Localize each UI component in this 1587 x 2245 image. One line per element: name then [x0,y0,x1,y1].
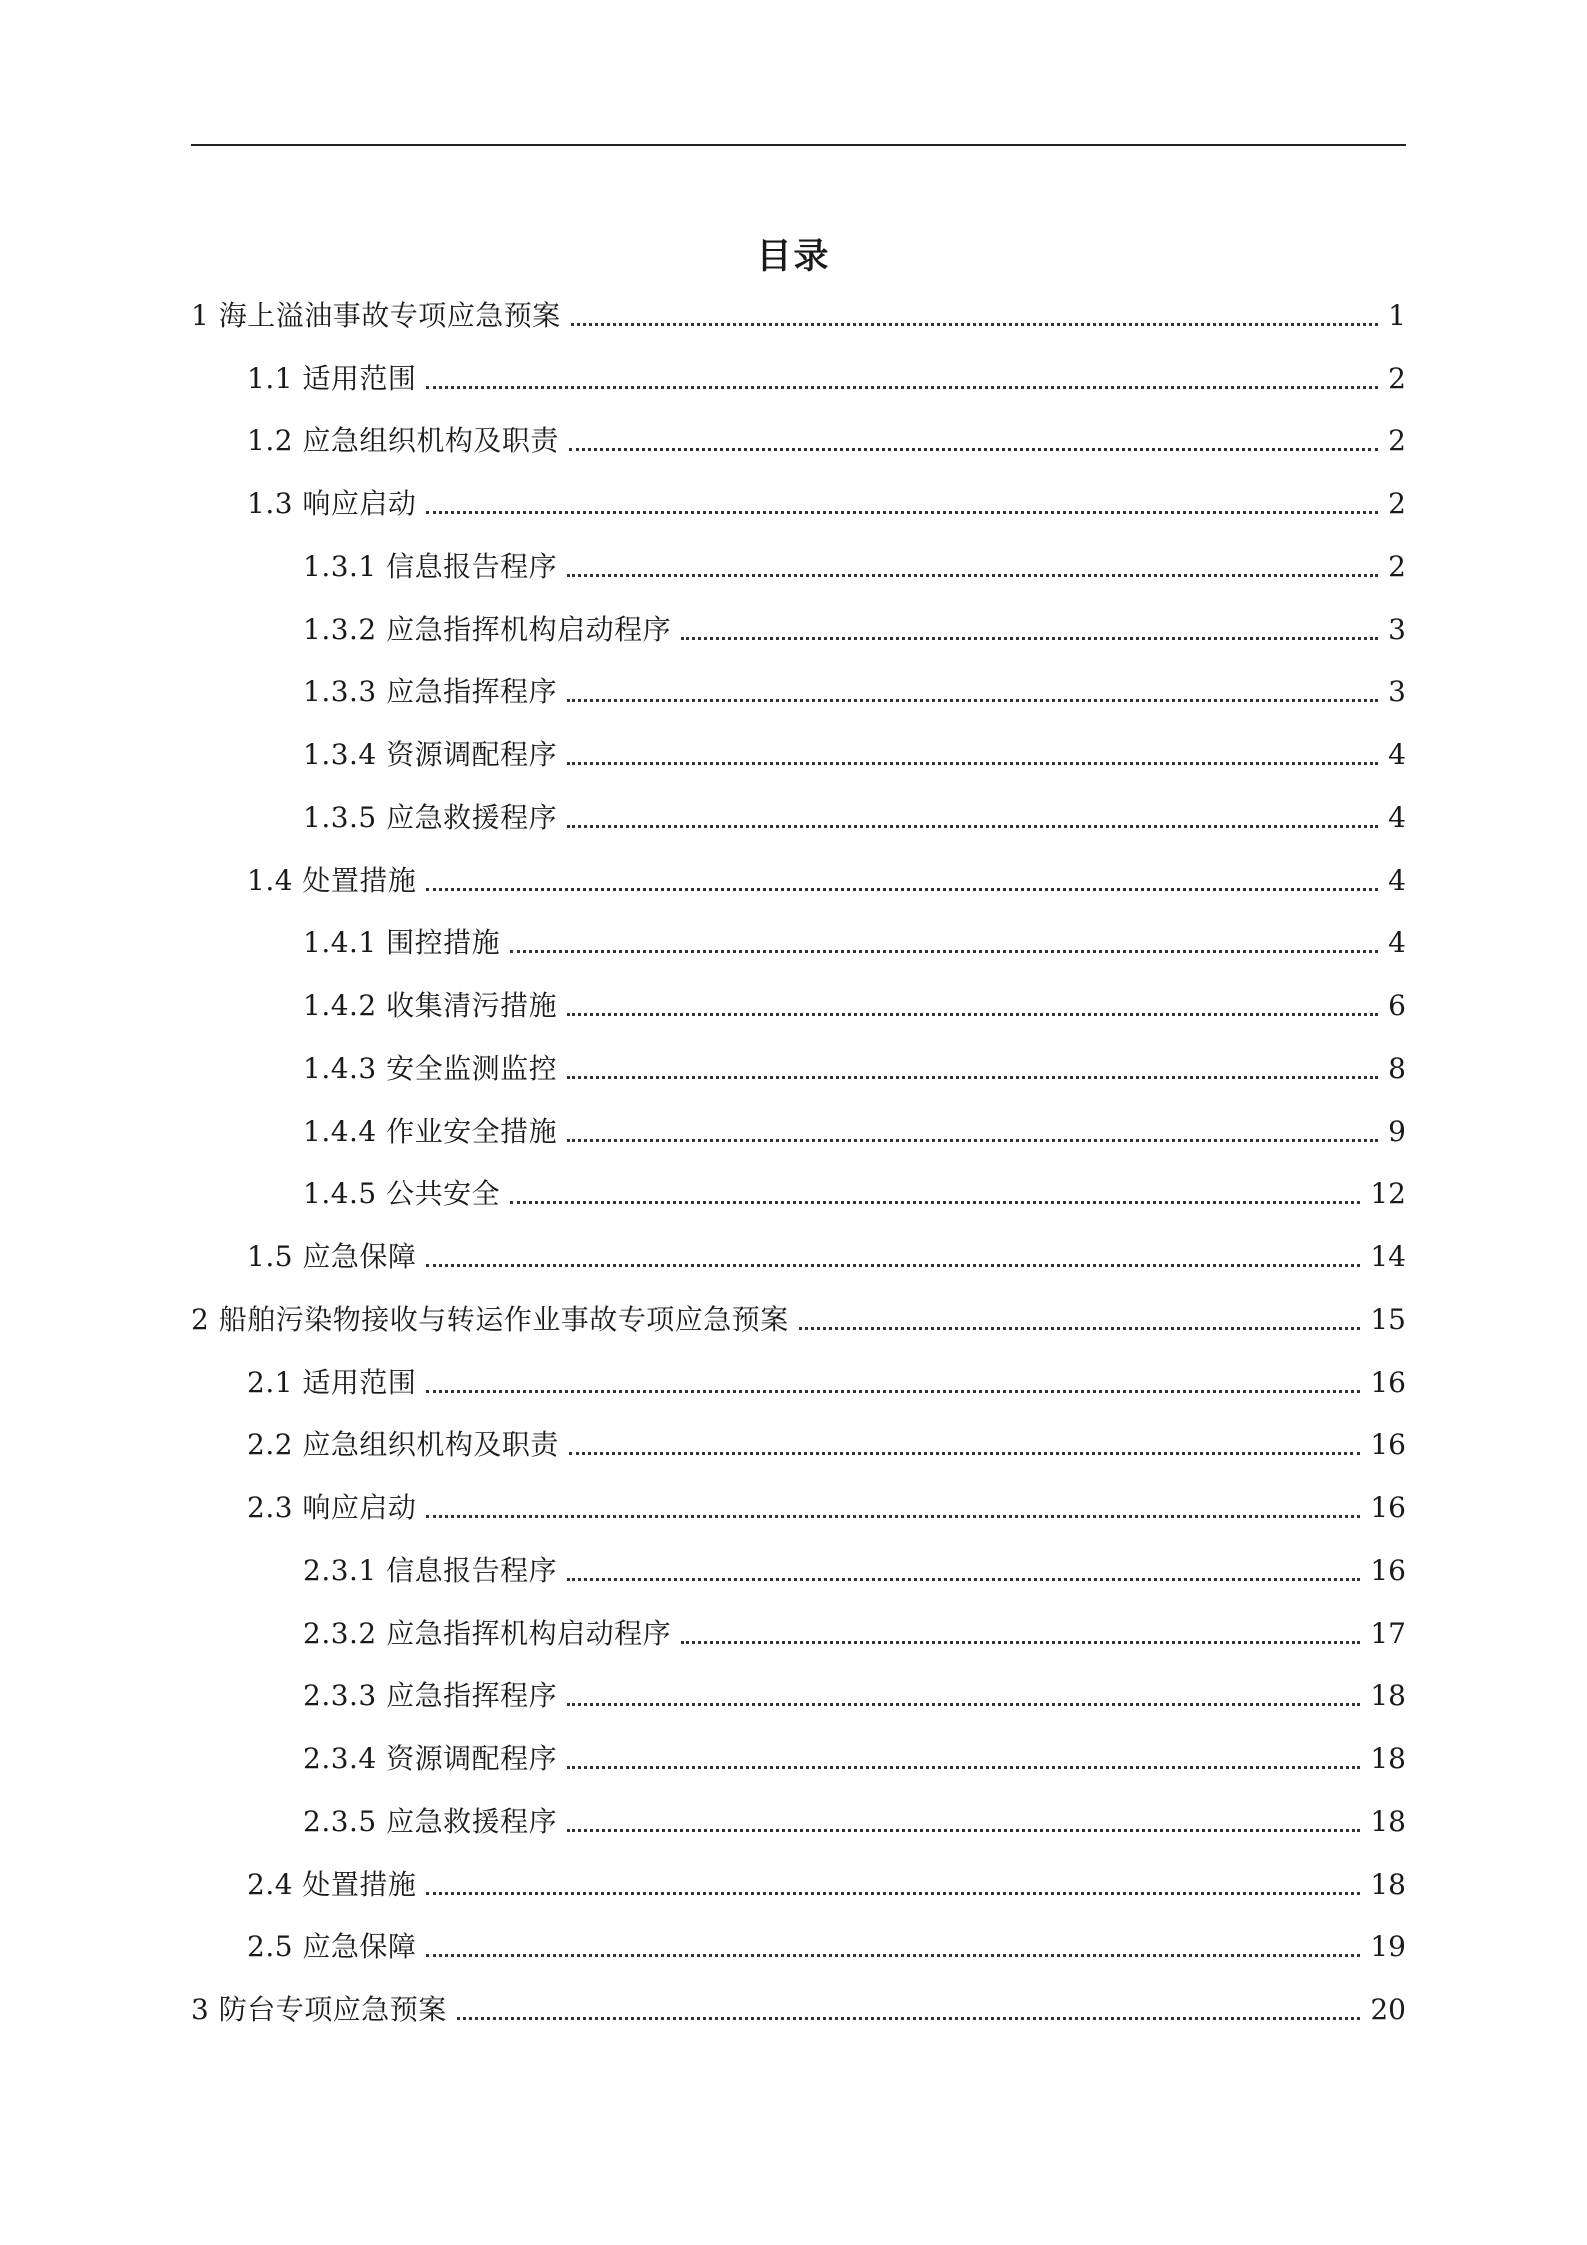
toc-entry[interactable] [191,908,1406,971]
toc-page-number: 9 [1388,1114,1406,1148]
toc-entry[interactable] [191,845,1406,908]
toc-entry[interactable] [191,1912,1406,1975]
toc-page-number: 2 [1388,361,1406,395]
toc-entry[interactable] [191,1723,1406,1786]
toc-page-number: 4 [1388,863,1406,897]
toc-entry-label: 3 防台专项应急预案 [191,1993,447,2026]
toc-page-number: 2 [1388,487,1406,520]
toc-page-number: 19 [1370,1930,1406,1964]
toc-page-number: 3 [1388,675,1406,709]
toc-entry-label: 2.1 适用范围 [247,1365,417,1399]
toc-entry-label: 1.4.2 收集清污措施 [303,989,558,1022]
toc-entry-label: 2.3.1 信息报告程序 [303,1553,558,1587]
toc-page-number: 18 [1370,1679,1406,1713]
toc-dot-leader [426,1390,1360,1393]
toc-entry[interactable] [191,1347,1406,1410]
toc-page-number: 8 [1388,1051,1406,1085]
toc-page-number: 17 [1370,1616,1406,1650]
toc-dot-leader [510,1201,1360,1204]
toc-dot-leader [567,1766,1360,1769]
toc-dot-leader [426,888,1378,891]
toc-entry[interactable] [191,280,1406,343]
toc-entry-label: 2 船舶污染物接收与转运作业事故专项应急预案 [191,1302,789,1336]
toc-entry-label: 2.4 处置措施 [247,1867,417,1901]
toc-dot-leader [567,1829,1360,1832]
toc-entry-label: 1.4.1 围控措施 [303,926,501,960]
toc-entry-label: 2.3.5 应急救援程序 [303,1804,558,1838]
toc-entry-label: 2.5 应急保障 [247,1930,417,1964]
toc-page-number: 20 [1370,1993,1406,2026]
toc-page-number: 4 [1388,926,1406,960]
toc-entry-label: 2.3 响应启动 [247,1491,417,1524]
toc-page-number: 15 [1370,1302,1406,1336]
toc-dot-leader [426,386,1378,389]
toc-entry[interactable] [191,1410,1406,1473]
toc-page-number: 18 [1370,1804,1406,1838]
toc-entry[interactable] [191,1096,1406,1159]
toc-list [191,280,1406,2037]
toc-dot-leader [799,1327,1361,1330]
toc-entry-label: 1.5 应急保障 [247,1240,417,1273]
toc-entry[interactable] [191,970,1406,1033]
toc-dot-leader [426,1264,1360,1267]
toc-page-number: 18 [1370,1867,1406,1901]
toc-page-number: 18 [1370,1742,1406,1775]
toc-page-number: 4 [1388,800,1406,834]
toc-entry-label: 1.4.4 作业安全措施 [303,1114,558,1148]
toc-page-number: 2 [1388,549,1406,583]
toc-page-number: 16 [1370,1553,1406,1587]
toc-entry[interactable] [191,406,1406,469]
toc-entry-label: 1.2 应急组织机构及职责 [247,424,559,458]
toc-dot-leader [567,762,1378,765]
toc-entry[interactable] [191,531,1406,594]
toc-entry-label: 1.3 响应启动 [247,487,417,520]
toc-entry-label: 2.3.2 应急指挥机构启动程序 [303,1616,672,1650]
toc-page-number: 6 [1388,989,1406,1022]
toc-dot-leader [457,2017,1361,2020]
toc-page-number: 16 [1370,1428,1406,1462]
toc-dot-leader [681,1641,1360,1644]
toc-page-number: 12 [1370,1177,1406,1211]
toc-entry-label: 1.4.5 公共安全 [303,1177,501,1211]
toc-dot-leader [426,1515,1360,1518]
toc-page-number: 14 [1370,1240,1406,1273]
toc-page-number: 2 [1388,424,1406,458]
toc-entry[interactable] [191,1786,1406,1849]
toc-entry[interactable] [191,468,1406,531]
toc-entry[interactable] [191,1221,1406,1284]
toc-page-number: 16 [1370,1365,1406,1399]
toc-entry[interactable] [191,1159,1406,1222]
toc-entry-label: 1.3.4 资源调配程序 [303,738,558,771]
toc-dot-leader [567,1013,1378,1016]
toc-dot-leader [510,950,1378,953]
toc-entry[interactable] [191,343,1406,406]
toc-entry-label: 2.3.3 应急指挥程序 [303,1679,558,1713]
toc-page-number: 3 [1388,612,1406,646]
toc-page-number: 16 [1370,1491,1406,1524]
toc-dot-leader [567,699,1378,702]
toc-entry[interactable] [191,657,1406,720]
toc-entry-label: 1.3.2 应急指挥机构启动程序 [303,612,672,646]
toc-entry-label: 2.2 应急组织机构及职责 [247,1428,559,1462]
header-rule [191,144,1406,146]
toc-dot-leader [567,1578,1360,1581]
toc-dot-leader [567,1076,1378,1079]
toc-entry[interactable] [191,1598,1406,1661]
toc-entry[interactable] [191,1974,1406,2037]
toc-entry-label: 1.3.5 应急救援程序 [303,800,558,834]
toc-entry-label: 1.4 处置措施 [247,863,417,897]
toc-dot-leader [567,1703,1360,1706]
toc-entry-label: 1.3.3 应急指挥程序 [303,675,558,709]
toc-dot-leader [681,637,1378,640]
toc-entry[interactable] [191,1472,1406,1535]
toc-entry-label: 1.3.1 信息报告程序 [303,549,558,583]
toc-dot-leader [569,448,1378,451]
toc-entry[interactable] [191,719,1406,782]
toc-entry-label: 1.4.3 安全监测监控 [303,1051,558,1085]
toc-entry[interactable] [191,594,1406,657]
toc-entry[interactable] [191,1535,1406,1598]
toc-dot-leader [571,323,1378,326]
toc-dot-leader [567,825,1378,828]
toc-entry[interactable] [191,1284,1406,1347]
toc-dot-leader [567,1139,1378,1142]
toc-dot-leader [426,511,1378,514]
toc-dot-leader [426,1892,1360,1895]
toc-dot-leader [426,1954,1360,1957]
toc-entry[interactable] [191,1033,1406,1096]
toc-page-number: 1 [1388,298,1406,332]
toc-entry[interactable] [191,1849,1406,1912]
toc-entry[interactable] [191,1661,1406,1724]
toc-title: 目录 [756,236,831,278]
toc-page-number: 4 [1388,738,1406,771]
toc-dot-leader [569,1452,1360,1455]
toc-entry-label: 2.3.4 资源调配程序 [303,1742,558,1775]
toc-dot-leader [567,574,1378,577]
toc-entry-label: 1.1 适用范围 [247,361,417,395]
toc-entry-label: 1 海上溢油事故专项应急预案 [191,298,561,332]
toc-entry[interactable] [191,782,1406,845]
